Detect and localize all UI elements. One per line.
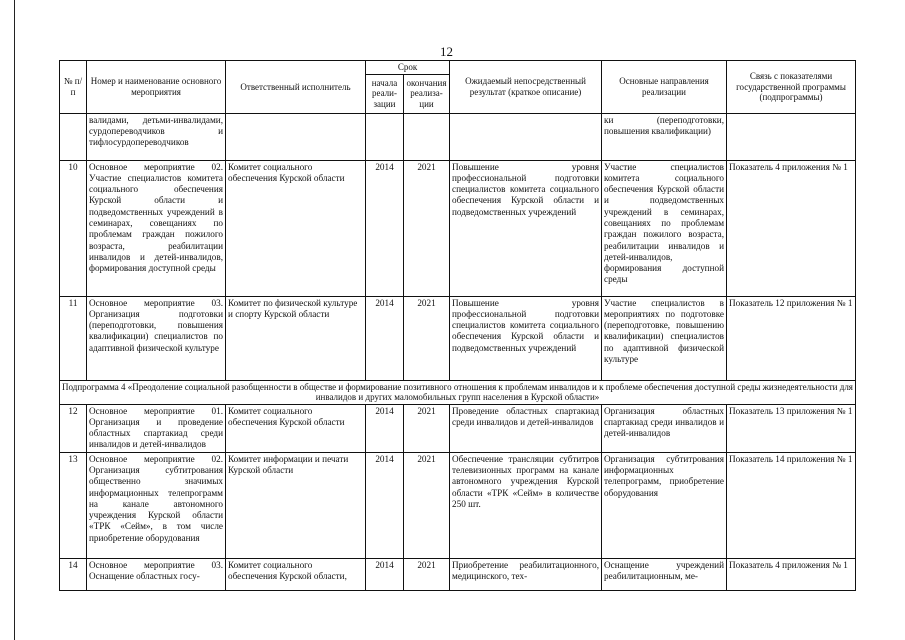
cell-result: Приобретение реабилитационного, медицинского, тех- — [450, 558, 602, 590]
header-num: № п/п — [60, 61, 87, 114]
page-number: 12 — [440, 44, 453, 59]
cell-end: 2021 — [404, 296, 450, 380]
table-row — [60, 404, 856, 452]
cell-exec: Комитет социального обеспечения Курской области — [226, 404, 366, 452]
table-row — [60, 296, 856, 380]
cell-start — [366, 113, 404, 160]
cell-num — [60, 113, 87, 160]
cell-end: 2021 — [404, 404, 450, 452]
subprogram-title: Подпрограмма 4 «Преодоление социальной разобщенности в обществе и формирование позитивного отношения к проблемам инвалидов и к проблеме обеспечения доступной среды жизнедеятельности для инвалидов и других маломобильных групп населения в Курской области» — [60, 380, 856, 404]
cell-end: 2021 — [404, 160, 450, 296]
table-row — [60, 160, 856, 296]
cell-directions: Организация субтитрования информационных телепрограмм, приобретение оборудования — [602, 452, 727, 558]
cell-num: 12 — [60, 404, 87, 452]
cell-directions: Участие специалистов комитета социального обеспечения Курской области и подведомственных учреждений в семинарах, совещаниях по проблемам граждан пожилого возраста, реабилитации инвалидов и детей-инвалидов, формирования доступной среды — [602, 160, 727, 296]
cell-name: Основное мероприятие 02. Участие специалистов комитета социального обеспечения Курской области и подведомственных учреждений в семинарах, совещаниях по проблемам граждан пожилого возраста, реабилитации инвалидов и детей-инвалидов, формирования доступной среды — [87, 160, 226, 296]
cell-start: 2014 — [366, 160, 404, 296]
table-row — [60, 558, 856, 590]
cell-link — [727, 113, 856, 160]
cell-start: 2014 — [366, 404, 404, 452]
cell-directions: Участие специалистов в мероприятиях по подготовке (переподготовке, повышению квалификации) специалистов по адаптивной физической культуре — [602, 296, 727, 380]
table-row — [60, 452, 856, 558]
cell-exec: Комитет информации и печати Курской области — [226, 452, 366, 558]
subprogram-row — [60, 380, 856, 404]
cell-link: Показатель 14 приложения № 1 — [727, 452, 856, 558]
cell-num: 11 — [60, 296, 87, 380]
cell-end: 2021 — [404, 452, 450, 558]
cell-link: Показатель 4 приложения № 1 — [727, 558, 856, 590]
cell-start: 2014 — [366, 558, 404, 590]
activities-table — [59, 60, 856, 591]
cell-result: Повышение уровня профессиональной подготовки специалистов комитета социального обеспечения Курской области и подведомственных учреждений — [450, 160, 602, 296]
cell-end: 2021 — [404, 558, 450, 590]
cell-directions: ки (переподготовки, повышения квалификации) — [602, 113, 727, 160]
header-end: окончания реализа-ции — [404, 74, 450, 113]
cell-result — [450, 113, 602, 160]
cell-num: 13 — [60, 452, 87, 558]
cell-result: Повышение уровня профессиональной подготовки специалистов комитета социального обеспечения Курской области и подведомственных учреждений — [450, 296, 602, 380]
cell-name: Основное мероприятие 01. Организация и проведение областных спартакиад среди инвалидов и детей-инвалидов — [87, 404, 226, 452]
cell-link: Показатель 12 приложения № 1 — [727, 296, 856, 380]
header-name: Номер и наименование основного мероприятия — [87, 61, 226, 114]
cell-num: 10 — [60, 160, 87, 296]
page-margin-line — [14, 0, 15, 640]
header-term: Срок — [366, 61, 450, 75]
cell-exec: Комитет по физической культуре и спорту Курской области — [226, 296, 366, 380]
cell-name: Основное мероприятие 03. Организация подготовки (переподготовки, повышения квалификации) специалистов по адаптивной физической культуре — [87, 296, 226, 380]
cell-exec: Комитет социального обеспечения Курской области, — [226, 558, 366, 590]
header-link: Связь с показателями государственной программы (подпрограммы) — [727, 61, 856, 114]
cell-link: Показатель 13 приложения № 1 — [727, 404, 856, 452]
cell-name: Основное мероприятие 03. Оснащение областных госу- — [87, 558, 226, 590]
cell-result: Обеспечение трансляции субтитров телевизионных программ на канале автономного учреждения Курской области «ТРК «Сейм» в количестве 250 шт. — [450, 452, 602, 558]
cell-result: Проведение областных спартакиад среди инвалидов и детей-инвалидов — [450, 404, 602, 452]
header-row — [60, 61, 856, 75]
header-result: Ожидаемый непосредственный результат (краткое описание) — [450, 61, 602, 114]
table-row — [60, 113, 856, 160]
cell-link: Показатель 4 приложения № 1 — [727, 160, 856, 296]
cell-name: валидами, детьми-инвалидами, сурдопереводчиков и тифлосурдопереводчиков — [87, 113, 226, 160]
header-start: начала реали-зации — [366, 74, 404, 113]
header-directions: Основные направления реализации — [602, 61, 727, 114]
cell-directions: Организация областных спартакиад среди инвалидов и детей-инвалидов — [602, 404, 727, 452]
cell-directions: Оснащение учреждений реабилитационным, ме- — [602, 558, 727, 590]
cell-exec: Комитет социального обеспечения Курской области — [226, 160, 366, 296]
cell-start: 2014 — [366, 452, 404, 558]
cell-end — [404, 113, 450, 160]
cell-exec — [226, 113, 366, 160]
cell-num: 14 — [60, 558, 87, 590]
cell-name: Основное мероприятие 02. Организация субтитрования общественно значимых информационных телепрограмм на канале автономного учреждения Курской области «ТРК «Сейм», в том числе приобретение оборудования — [87, 452, 226, 558]
cell-start: 2014 — [366, 296, 404, 380]
header-exec: Ответственный исполнитель — [226, 61, 366, 114]
